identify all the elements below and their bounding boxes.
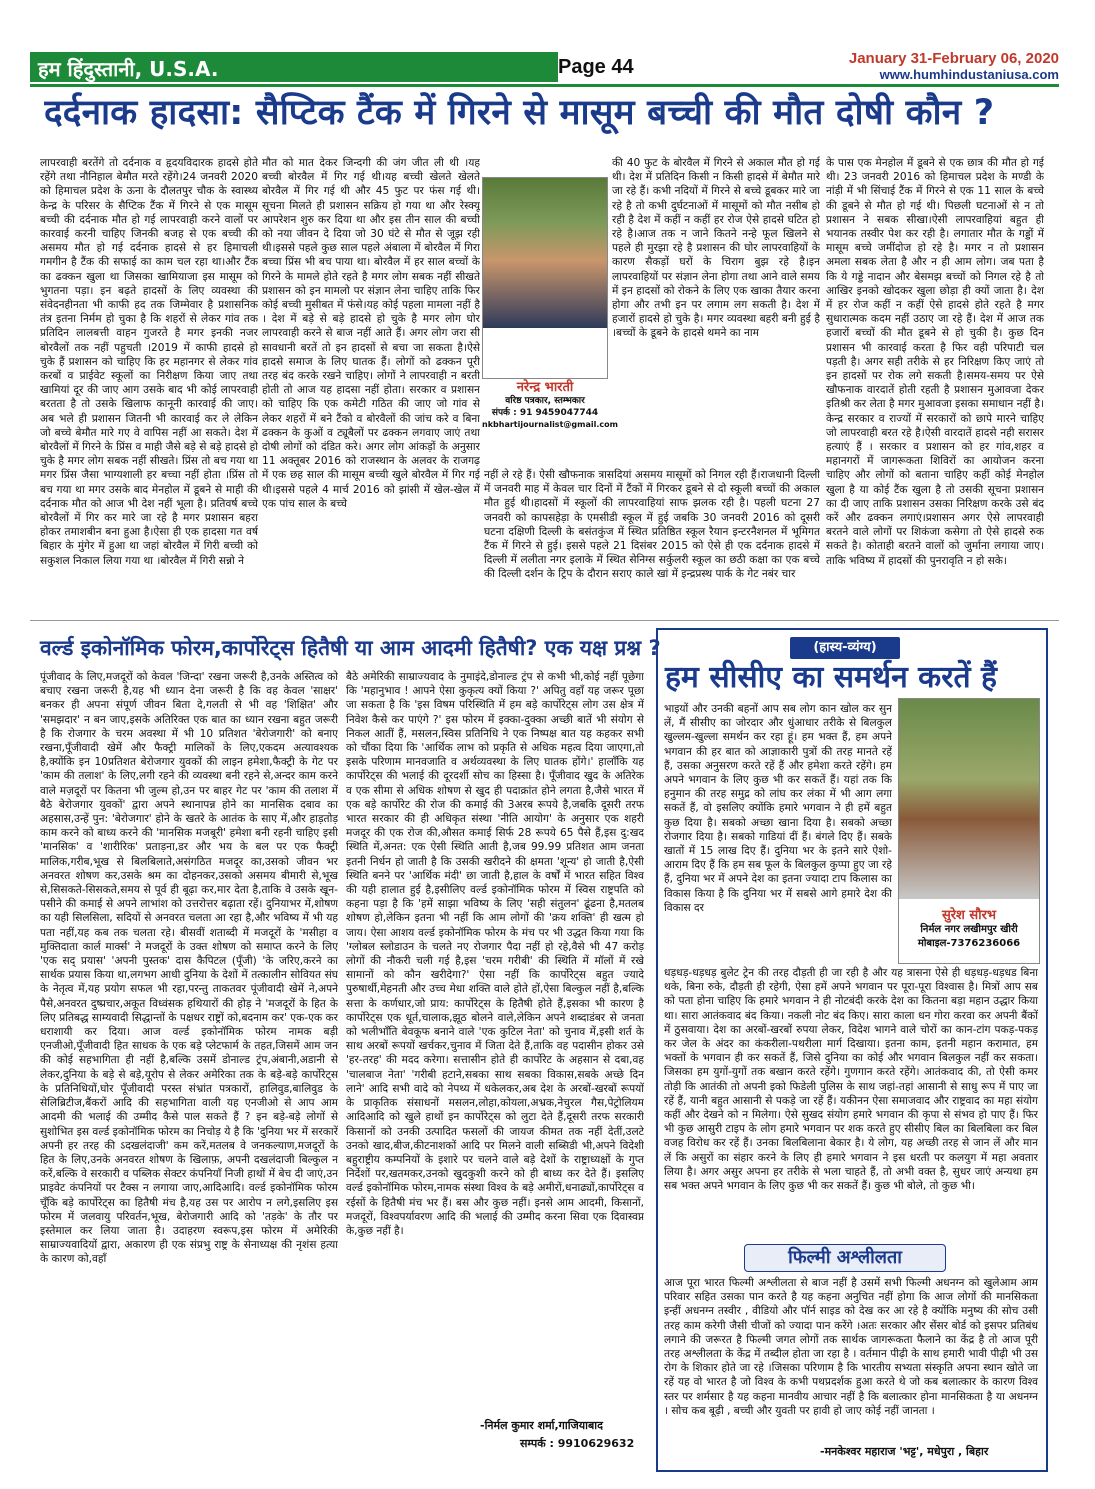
masthead-right bbox=[849, 50, 1059, 82]
newspaper-name: हम हिंदुस्तानी, U.S.A. bbox=[38, 57, 219, 81]
issue-date: January 31-February 06, 2020 bbox=[848, 50, 1059, 67]
article2-headline: वर्ल्ड इकोनॉमिक फोरम,कार्पोरेट्स हितैषी या आम आदमी हितैषी? एक यक्ष प्रश्न ? bbox=[40, 636, 661, 660]
article4-headline: फिल्मी अश्लीलता bbox=[744, 1244, 946, 1272]
article1-col1: लापरवाही बरतेंगे तो दर्दनाक व हृदयविदारक हादसे होते रहेंगे तथा नौनिहाल बेमौत मरते रहेंगे।24 जनवरी 2020 को हिमाचल प्रदेश के ऊना के दौलतपुर चौक के स्वास्थ्य केन्द्र के परिसर के सैप्टिक टैंक में गिरने से एक मासूम बच्ची की दर्दनाक मौत हो गई लापरवाही करने वालों पर कारवाई करनी चाहिए जिनकी बजह से एक बच्ची की असमय मौत हो गई दर्दनाक हादसे से हर हिमाचली गमगीन है टैंक की सफाई का काम चल रहा था।और टैंक का ढक्कन खुला था जिसका खामियाजा इस मासूम को भुगतना पड़ा। इन बढ़ते हादसों के लिए व्यवस्था की संवेदनहीनता भी काफी हद तक जिम्मेवार है प्रशासनिक तंत्र इतना निर्मम हो चुका है कि शहरों से लेकर गांव तक प्रतिदिन लालबत्ती वाहन गुजरते है मगर इनकी नजर बोरवैलों तक नहीं पहुचती ।2019 में काफी हादसे हो चुके हैं प्रशासन को चाहिए कि हर महानगर से लेकर गांव करबों व प्राईवेट स्कूलों का निरीक्षण किया जाए तथा खामियां दूर की जाए आग उसके बाद भी कोई लापरवाही बरतता है तो उसके खिलाफ कानूनी कारवाई की जाए। अब भले ही प्रशासन जितनी भी कारवाई कर ले लेकिन जो बच्चे बेमौत मारे गए वे वापिस नहीं आ सकते। देश में बोरवैलों में गिरने के प्रिंस व माही जैसे बड़े से बड़े हादसे हो चुके है मगर लोग सबक नहीं सीखते। प्रिंस तो बच गया था मगर प्रिंस जैसा भाग्यशाली हर बच्चा नहीं होता ।प्रिंस तो बच गया था मगर उसके बाद मेनहोल में डूबने से माही की दर्दनाक मौत को आज भी देश नहीं भूला है। प्रतिवर्ष बच्चे बोरवैलों में गिर कर मारे जा रहे है मगर प्रशासन बहरा होकर तमाशबीन बना हुआ है।ऐसा ही एक हादसा गत वर्ष बिहार के मुंगेर में हुआ था जहां बोरवैल में गिरी बच्ची को सकुशल निकाल लिया गया था ।बोरवैल में गिरी सन्नो ने bbox=[40, 157, 258, 567]
article1-col4: के पास एक मेनहोल में डूबने से एक छात्र की मौत हो गई थी। 23 जनवरी 2016 को हिमाचल प्रदेश के मण्डी के नांड़ी में भी सिंचाई टैंक में गिरने से एक 11 साल के बच्चे की डूबने से मौत हो गई थी। पिछली घटनाओं से न तो प्रशासन ने सबक सीखा।ऐसी लापरवाहियां बहुत ही भयानक तस्वीर पेश कर रही है। लगातार मौत के गड्डों में मासूम बच्चे जमींदोज हो रहे है। मगर न तो प्रशासन अमला सबक लेता है और न ही आम लोग। जब पता है कि ये गड्डे नादान और बेसमझ बच्चों को निगल रहे है तो आखिर इनको खोदकर खुला छोड़ा ही क्यों जाता है। देश में हर रोज कहीं न कहीं ऐसे हादसे होते रहते है मगर सुधारात्मक कदम नहीं उठाए जा रहे हैं। देश में आज तक हजारों बच्चों की मौत डूबने से हो चुकी है। कुछ दिन प्रशासन भी कारवाई करता है फिर वही परिपाटी चल पड़ती है। अगर सही तरीके से हर निरिक्षण किए जाएं तो इन हादसों पर रोक लगे सकती है।समय-समय पर ऐसे खौफनाक वारदातें होती रहती है प्रशासन मुआवजा देकर इतिश्री कर लेता है मगर मुआवजा इसका समाधान नहीं है। केन्द्र सरकार व राज्यों में सरकारों को छापे मारने चाहिए जो लापरवाही बरत रहे है।ऐसी वारदातें हादसे नही सरासर हत्याएं हैं । सरकार व प्रशासन को हर गांव,शहर व महानगरों में जागरूकता शिविरों का आयोजन करना चाहिए और लोगों को बताना चाहिए कहीं कोई मेनहोल खुला है या कोई टैंक खुला है तो उसकी सूचना प्रशासन का दी जाए ताकि प्रशासन उसका निरिक्षण करके उसे बंद करें और ढक्कन लगाएं।प्रशासन अगर ऐसे लापरवाही बरतने वाले लोगों पर शिकंजा कसेगा तो ऐसे हादसे रुक सकते है। कोताही बरतने वालों को जुर्माना लगाया जाए।ताकि भविष्य में हादसों की पुनरावृति न हो सके। bbox=[826, 157, 1044, 567]
masthead-bar bbox=[30, 52, 650, 82]
article1-col3a: की 40 फुट के बोरवैल में गिरने से अकाल मौत हो गई थी। देश में प्रतिदिन किसी न किसी हादसे में बेमौत मारे जा रहे हैं। कभी नदियों में गिरने से बच्चे डूबकर मारे जा रहे है तो कभी दुर्घटनाओं में मासूमों को मौत नसीब हो रही है देश में कहीं न कहीं हर रोज ऐसे हादसे घटित हो रहे है।आज तक न जाने कितने नन्हे फूल खिलने से पहले ही मुरझा रहे है प्रशासन की घोर लापरवाहियों के कारण सैकड़ों घरों के चिराग बुझ रहे है।इन लापरवाहियों पर संज्ञान लेना होगा तथा आने वाले समय में इन हादसों को रोकने के लिए एक खाका तैयार करना होगा और तभी इन पर लगाम लग सकती है। देश में हजारों हादसे हो चुके है। मगर व्यवस्था बहरी बनी हुई है ।बच्चों के डूबने के हादसे थमने का नाम bbox=[612, 157, 820, 340]
article4-body: आज पूरा भारत फिल्मी अश्लीलता से बाज नहीं है उसमें सभी फिल्मी अधनग्न को खुलेआम आम परिवार सहित उसका पान करते है यह कहना अनुचित नहीं होगा कि आज लोगों की मानसिकता इन्हीं अधनग्न तस्वीर , वीडियो और पॉर्न साइड को देख कर आ रहे है क्योंकि मनुष्य की सोच उसी तरह काम करेगी जैसी चीजों को ज्यादा पान करेंगे ।अतः सरकार और सेंसर बोर्ड को इसपर प्रतिबंध लगाने की जरूरत है फिल्मी जगत लोगों तक सार्थक जागरूकता फैलाने का केंद्र है तो आज पूरी तरह अश्लीलता के केंद्र में तब्दील होता जा रहा है । वर्तमान पीढ़ी के साथ हमारी भावी पीढ़ी भी उस रोग के शिकार होते जा रहे ।जिसका परिणाम है कि भारतीय सभ्यता संस्कृति अपना स्थान खोते जा रहें यह वो भारत है जो विश्व के कभी पथप्रदर्शक हुआ करते थे जो कब बलात्कार के कारण विश्व स्तर पर शर्मसार है यह कहना मानवीय आचार नहीं है कि बलात्कार होना मानसिकता है या अधनग्न । सोच कब बूढ़ी , बच्ची और युवती पर हावी हो जाए कोई नहीं जानता । bbox=[664, 1277, 1038, 1417]
article3-headline: हम सीसीए का समर्थन करतें हैं bbox=[665, 660, 997, 695]
article1-col2: मौत को मात देकर जिन्दगी की जंग जीत ली थी ।यह बच्ची बोरवैल में गिर गई थी।यह बच्ची खेलते खेलते बोरवैल में गिर गई थी और 45 फुट पर फंस गई थी।सूचना मिलते ही प्रशासन सक्रिय हो गया था और रेस्क्यू आपरेशन शुरु कर दिया था और इस तीन साल की बच्ची को नया जीवन दे दिया जो 30 घंटे से मौत से जूझ रही थी।इससे पहले कुछ साल पहले अंबाला में बोरवैल में गिरा बच्चा प्रिंस भी बच पाया था। बोरवैल में हर साल बच्चों के गिरने के मामले होते रहते है मगर लोग सबक नहीं सीखते प्रशासन को इन मामलो पर संज्ञान लेना चाहिए ताकि फिर कोई बच्ची मुसीबत में फंसे।यह कोई पहला मामला नहीं है । देश में बड़े से बड़े हादसे हो चुके है मगर लोग घोर लापरवाही करने से बाज नहीं आते हैं। अगर लोग जरा सी सावधानी बरतें तो इन हादसों से बचा जा सकता है।ऐसे हादसे समाज के लिए घातक हैं। लोगों को ढक्कन पूरी तरह बंद करके रखने चाहिए। लोगों ने लापरवाही न बरती होती तो आज यह हादसा नहीं होता। सरकार व प्रशासन को चाहिए कि एक कमेटी गठित की जाए जो गांव से लेकर शहरों में बने टैंको व बोरवैलों की जांच करे व बिना ढक्कन के कुओं व ट्यूबैलों पर ढक्कन लगवाए जाएं तथा दोषी लोगों को दंडित करे। अगर लोग आंकड़ों के अनुसार 11 अक्तूबर 2016 को राजस्थान के अलवर के राजगढ़ में एक छह साल की मासूम बच्ची खुले बोरवैल में गिर गई थी।इससे पहले 4 मार्च 2016 को झांसी में खेल-खेल में एक पांच साल के बच्चे bbox=[262, 157, 480, 510]
author-photo bbox=[482, 177, 608, 379]
satire-tag: (हास्य-व्यंग्य) bbox=[790, 637, 900, 659]
satire-author-photo bbox=[898, 698, 1040, 964]
author-role: वरिष्ठ पत्रकार, स्तम्भकार bbox=[505, 396, 585, 406]
website-link[interactable]: www.humhindustaniusa.com bbox=[879, 67, 1059, 82]
author-phone: संपर्क : 91 9459047744 bbox=[491, 408, 599, 418]
satire-author-name: सुरेश सौरभ bbox=[941, 908, 997, 923]
article2-col1: पूंजीवाद के लिए,मजदूरों को केवल 'जिन्दा' रखना जरूरी है,उनके अस्तित्व को बचाए रखना जरूरी है,यह भी ध्यान देना जरूरी है कि वह केवल 'साक्षर' बनकर ही अपना संपूर्ण जीवन बिता दे,गलती से भी वह 'शिक्षित' और 'समझदार' न बन जाए,इसके अतिरिक्त एक बात का ध्यान रखना बहुत जरूरी है कि रोजगार के चरम अवस्था में भी 10 प्रतिशत 'बेरोजगारी' को बनाए रखना,पूँजीवादी खेमें और फैक्ट्री मालिकों के लिए,एकदम अत्यावश्यक है,क्योंकि इन 10प्रतिशत बेरोजगार युवकों की लाइन हमेशा,फैक्ट्री के गेट पर 'काम की तलाश' के लिए,लगी रहने की व्यवस्था बनी रहने से,अन्दर काम करने वाले मज़दूरों पर कितना भी जुल्म हो,उन पर बाहर गेट पर 'काम की तलाश में बैठे बेरोजगार युवकों' द्वारा अपने स्थानापन्न होने का मानसिक दबाव का अहसास,उन्हें पुन: 'बेरोजगार' होने के खतरे के आतंक के साए में,और हाड़तोड़ काम करने को बाध्य करने की 'मानसिक मजबूरी' हमेशा बनी रहनी चाहिए इसी 'मानसिक' व 'शारीरिक' प्रताड़ना,डर और भय के बल पर एक फैक्ट्री मालिक,गरीब,भूख से बिलबिलाते,असंगठित मजदूर का,उसको जीवन भर अनवरत शोषण कर,उसके श्रम का दोहनकर,उसको असमय बीमारी से,भूख से,सिसकते-सिसकते,समय से पूर्व ही बूढ़ा कर,मार देता है,ताकि वे उसके खून-पसीने की कमाई से अपने लाभांश को उत्तरोत्तर बढ़ाता रहें। दुनियाभर में,शोषण का यही सिलसिला, सदियों से अनवरत चलता आ रहा है,और भविष्य में भी यह पता नहीं,यह कब तक चलता रहे। बीसवीं शताब्दी में मजदूरों के 'मसीहा व मुक्तिदाता कार्ल मार्क्स' ने मजदूरों के उक्त शोषण को समाप्त करने के लिए 'एक सद् प्रयास' 'अपनी पुस्तक' दास कैपिटल (पूँजी) 'के जरिए,करने का सार्थक प्रयास किया था,लगभग आधी दुनिया के देशों में तत्कालीन सोवियत संघ के नेतृत्व में,यह प्रयोग सफल भी रहा,परन्तु ताकतवर पूंजीवादी खेमें ने,अपने पैसे,अनवरत दुष्प्रचार,अकूत विध्वंसक हथियारों की होड़ ने 'मजदूरों के हित के लिए प्रतिबद्ध साम्यवादी सिद्धान्तों के पक्षधर राष्ट्रों को,बदनाम कर' एक-एक कर धराशायी कर दिया। आज वर्ल्ड इकोनॉमिक फोरम नामक बड़ी एनजीओ,पूँजीवादी हित साधक के एक बड़े प्लेटफार्म के तहत,जिसमें आम जन की कोई सहभागिता ही नहीं है,बल्कि उसमें डोनाल्ड ट्रंप,अंबानी,अडानी से लेकर,दुनिया के बड़े से बड़े,यूरोप से लेकर अमेरिका तक के बड़े-बड़े कार्पोरेट्स के प्रतिनिधियों,घोर पूँजीवादी परस्त संभ्रांत पत्रकारों, हालिवुड,बालिवुड के सेलिब्रिटीज,बैंकरों आदि की सहभागिता वाली यह एनजीओ से आप आम आदमी की भलाई की उम्मीद कैसे पाल सकते हैं ? इन बड़े-बड़े लोगों से सुशोभित इस वर्ल्ड इकोनॉमिक फोरम का निचोड़ ये है कि 'दुनिया भर में सरकारें अपनी हर तरह की ऽदखलंदाजी' कम करें,मतलब वे जनकल्याण,मजदूरों के हित के लिए,उनके अनवरत शोषण के खिलाफ़, अपनी दखलंदाजी बिल्कुल न करें,बल्कि वे सरकारी व पब्लिक सेक्टर कंपनियाँ निजी हाथों में बेच दी जाएं,उन प्राइवेट कंपनियों पर टैक्स न लगाया जाए,आदिआदि। वर्ल्ड इकोनॉमिक फोरम चूँकि बड़े कार्पोरेट्स का हितैषी मंच है,यह उस पर आरोप न लगे,इसलिए इस फोरम में जलवायु परिवर्तन,भूख, बेरोजगारी आदि को 'तड़के' के तौर पर इस्तेमाल कर लिया जाता है। उदाहरण स्वरूप,इस फोरम में अमेरिकी साम्राज्यवादियों द्वारा, अकारण ही एक संप्रभु राष्ट्र के सेनाध्यक्ष की नृशंस हत्या के कारण को,वहाँ bbox=[40, 671, 338, 1266]
page-number: Page 44 bbox=[558, 52, 650, 82]
article1-headline: दर्दनाक हादसा: सैप्टिक टैंक में गिरने से मासूम बच्ची की मौत दोषी कौन ? bbox=[44, 93, 995, 133]
section-divider bbox=[30, 620, 1059, 621]
article2-col2: बैठे अमेरिकी साम्राज्यवाद के नुमाइंदे,डोनाल्ड ट्रंप से कभी भी,कोई नहीं पूछेगा कि 'महानुभाव ! आपने ऐसा कुकृत्य क्यों किया ?' अपितु वहाँ यह जरूर पूछा जा सकता है कि 'इस विषम परिस्थिति में हम बड़े कार्पोरेट्स लोग उस क्षेत्र में निवेश कैसे कर पाएंगे ?' इस फोरम में इक्का-दुक्का अच्छी बातें भी संयोग से निकल आतीं हैं, मसलन,स्विस प्रतिनिधि ने एक निष्पक्ष बात यह कहकर सभी को चौंका दिया कि 'आर्थिक लाभ को प्रकृति से अधिक महत्व दिया जाएगा,तो इसके परिणाम मानवजाति व अर्थव्यवस्था के लिए घातक होंगे।' हालाँकि यह कार्पोरेट्स की भलाई की दूरदर्शी सोच का हिस्सा है। पूँजीवाद खुद के अतिरेक व एक सीमा से अधिक शोषण से खुद ही पदाक्रांत होने लगता है,जैसे भारत में एक बड़े कार्पोरेट की रोज की कमाई की 3अरब रूपये है,जबकि दूसरी तरफ भारत सरकार की ही अधिकृत संस्था 'नीति आयोग' के अनुसार एक शहरी मजदूर की एक रोज की,औसत कमाई सिर्फ 28 रूपये 65 पैसे हैं,इस दु:खद स्थिति में,अनत: एक ऐसी स्थिति आती है,जब 99.99 प्रतिशत आम जनता इतनी निर्धन हो जाती है कि उसकी खरीदने की क्षमता 'शून्य' हो जाती है,ऐसी स्थिति बनने पर 'आर्थिक मंदी' छा जाती है,हाल के वर्षों में भारत सहित विश्व की यही हालात हुई है,इसीलिए वर्ल्ड इकोनॉमिक फोरम में स्विस राष्ट्रपति को कहना पड़ा है कि 'हमें साझा भविष्य के लिए 'सही संतुलन' ढूंढना है,मतलब शोषण हो,लेकिन इतना भी नहीं कि आम लोगों की 'क्रय शक्ति' ही खत्म हो जाय। ऐसा आशय वर्ल्ड इकोनॉमिक फोरम के मंच पर भी उद्धत किया गया कि 'ग्लोबल स्लोडाउन के चलते नए रोजगार पैदा नहीं हो रहे,वैसे भी 47 करोड़ लोगों की नौकरी चली गई है,इस 'चरम गरीबी' की स्थिति में मॉलों में रखे सामानों को कौन खरीदेगा?' ऐसा नहीं कि कार्पोरेट्स बहुत ज्यादे पुरुषार्थी,मेहनती और उच्च मेधा शक्ति वाले होते हों,ऐसा बिल्कुल नहीं है,बल्कि सत्ता के कर्णधार,जो प्राय: कार्पोरेट्स के हितैषी होते हैं,इसका भी कारण है कार्पोरेट्स एक धूर्त,चालाक,झूठ बोलने वाले,लेकिन अपने शब्दाडंबर से जनता को भलीभाँति बेवकूफ बनाने वाले 'एक कुटिल नेता' को चुनाव में,इसी शर्त के साथ अरबों रूपयों खर्चकर,चुनाव में जिता देते हैं,ताकि वह पदासीन होकर उसे 'हर-तरह' की मदद करेगा। सत्तासीन होते ही कार्पोरेट के अहसान से दबा,वह 'चालबाज नेता' 'गरीबी हटाने,सबका साथ सबका विकास,सबके अच्छे दिन लाने' आदि सभी वादे को नेपथ्य में धकेलकर,अब देश के अरबों-खरबों रूपयों के प्राकृतिक संसाधनों मसलन,लोहा,कोयला,अभ्रक,नेचुरल गैस,पेट्रोलियम आदिआदि को खुले हाथों इन कार्पोरेट्स को लुटा देते हैं,दूसरी तरफ सरकारी किसानों को उनकी उत्पादित फसलों की जायज कीमत तक नहीं देतीं,उलटे उनको खाद,बीज,कीटनाशकों आदि पर मिलने वाली सब्सिडी भी,अपने विदेशी बहुराष्ट्रीय कम्पनियों के इशारे पर चलने वाले बड़े देशों के राष्ट्राध्यक्षों के गुप्त निर्देशों पर,खतमकर,उनको खुदकुशी करने को ही बाध्य कर देते हैं। इसलिए वर्ल्ड इकोनॉमिक फोरम,नामक संस्था विश्व के बड़े अमीरों,धनाढ्यों,कार्पोरेट्स व रईसों के हितैषी मंच भर हैं। बस और कुछ नहीं। इनसे आम आदमी, किसानों, मजदूरों, विश्वपर्यावरण आदि की भलाई की उम्मीद करना सिवा एक दिवास्वप्न के,कुछ नहीं है। bbox=[346, 671, 644, 1237]
article1-col3b: नहीं ले रहे हैं। ऐसी खौफनाक त्रासदियां असमय मासूमों को निगल रही हैं।राजधानी दिल्ली में जनवरी माह में केवल चार दिनों में टैंकों में गिरकर डूबने से दो स्कूली बच्चों की अकाल मौत हुई थी।हादसों में स्कूलों की लापरवाहियां साफ झलक रही है। पहली घटना 27 जनवरी को कापसहेड़ा के एमसीडी स्कूल में हुई जबकि 30 जनवरी 2016 को दूसरी घटना दक्षिणी दिल्ली के बसंतकुंज में स्थित प्रतिष्ठित स्कूल रैयान इन्टरनैशनल में भूमिगत टैंक में गिरने से हुई। इससे पहले 21 दिसंबर 2015 को ऐसे ही एक दर्दनाक हादसे में दिल्ली में ललीता नगर इलाके में स्थित सेनिग्स सर्कुलरी स्कूल का छठी कक्षा का एक बच्चे की दिल्ली दर्शन के ट्रिप के दौरान सराए काले खां में इन्द्रप्रस्थ पार्क के गेट नबंर चार bbox=[484, 469, 820, 581]
article4-signature: -मनकेश्वर महाराज 'भट्ट', मधेपुरा , बिहार bbox=[820, 1445, 989, 1458]
author-caption bbox=[482, 377, 618, 431]
article3-body2: धड़धड़-धड़धड़ बुलेट ट्रेन की तरह दौड़ती ही जा रही है और यह त्रासना ऐसे ही धड़धड़-धड़धड बिना थके, बिना रुके, दौड़ती ही रहेगी, ऐसा हमें अपने भगवान पर पूरा-पूरा विश्वास है। मित्रों आप सब को पता होना चाहिए कि हमारे भगवान ने ही नोटबंदी करके देश का कितना बड़ा महान उद्धार किया था। सारा आतंकवाद बंद किया। नकली नोट बंद किए। सारा काला धन गोरा करवा कर अपनी बैंकों में ठुसवाया। देश का अरबों-खरबों रुपया लेकर, विदेश भागने वाले चोरों का कान-टांग पकड़-पकड़ कर जेल के अंदर का कंकरीला-पथरीला मार्ग दिखाया। इतना काम, इतनी महान करामात, हम भक्तों के भगवान ही कर सकतें हैं, जिसे दुनिया का कोई और भगवान बिलकुल नहीं कर सकता। जिसका हम युगों-युगों तक बखान करते रहेंगे। गुणगान करते रहेंगे। आतंकवाद की, तो ऐसी कमर तोड़ी कि आतंकी तो अपनी इको फिडेली पुलिस के साथ जहां-तहां आसानी से साधु रूप में पाए जा रहें हैं, यानी बहुत आसानी से पकड़े जा रहें हैं। यकीनन ऐसा समाजवाद और राष्ट्रवाद का महा संयोग कहीं और देखने को न मिलेगा। ऐसे सुखद संयोग हमारे भगवान की कृपा से संभव हो पाए हैं। फिर भी कुछ आसुरी टाइप के लोग हमारे भगवान पर शक करते हुए सीसीए बिल का बिलबिला कर बिल वजह विरोध कर रहें हैं। उनका बिलबिलाना बेकार है। ये लोग, यह अच्छी तरह से जान लें और मान लें कि असुरों का संहार करने के लिए ही हमारे भगवान ने इस धरती पर कलयुग में महा अवतार लिया है। अगर असुर अपना हर तरीके से भला चाहते हैं, तो अभी वक्त है, सुधर जाएं अन्यथा हम सब भक्त अपने भगवान के लिए कुछ भी कर सकतें हैं। कुछ भी बोले, तो कुछ भी। bbox=[664, 967, 1038, 1193]
author-name: नरेन्द्र भारती bbox=[516, 380, 574, 395]
author-email: nkbhartijournalist@gmail.com bbox=[482, 420, 618, 429]
masthead-rule bbox=[30, 84, 1059, 87]
article2-contact: सम्पर्क : 9910629632 bbox=[520, 1437, 635, 1450]
satire-author-place: निर्मल नगर लखीमपुर खीरी bbox=[920, 924, 1018, 935]
article3-body1: भाइयों और उनकी बहनों आप सब लोग कान खोल कर सुन लें, मैं सीसीए का जोरदार और धुंआधार तरीके से बिलकुल खुल्लम-खुल्ला समर्थन कर रहा हूं। हम भक्त हैं, हम अपने भगवान की हर बात को आज्ञाकारी पुत्रों की तरह मानते रहें हैं, उसका अनुसरण करते रहें हैं और हमेशा करते रहेंगे। हम अपने भगवान के लिए कुछ भी कर सकतें हैं। यहां तक कि हनुमान की तरह समुद्र को लांघ कर लंका में भी आग लगा सकतें हैं, वो इसलिए क्योंकि हमारे भगवान ने ही हमें बहुत कुछ दिया है। सबको अच्छा खाना दिया है। सबको अच्छा रोजगार दिया है। सबको गाडियां दीं हैं। बंगले दिए हैं। सबके खातों में 15 लाख दिए हैं। दुनिया भर के इतने सारे ऐशो-आराम दिए हैं कि हम सब फूल के बिलकुल कुप्पा हुए जा रहे हैं, दुनिया भर में अपने देश का इतना ज्यादा टाप किलास का विकास किया है कि दुनिया भर में सबसे आगे हमारे देश की विकास दर bbox=[664, 703, 892, 914]
satire-author-phone: मोबाइल-7376236066 bbox=[917, 938, 1021, 949]
article2-signature: -निर्मल कुमार शर्मा,गाजियाबाद bbox=[480, 1419, 603, 1432]
